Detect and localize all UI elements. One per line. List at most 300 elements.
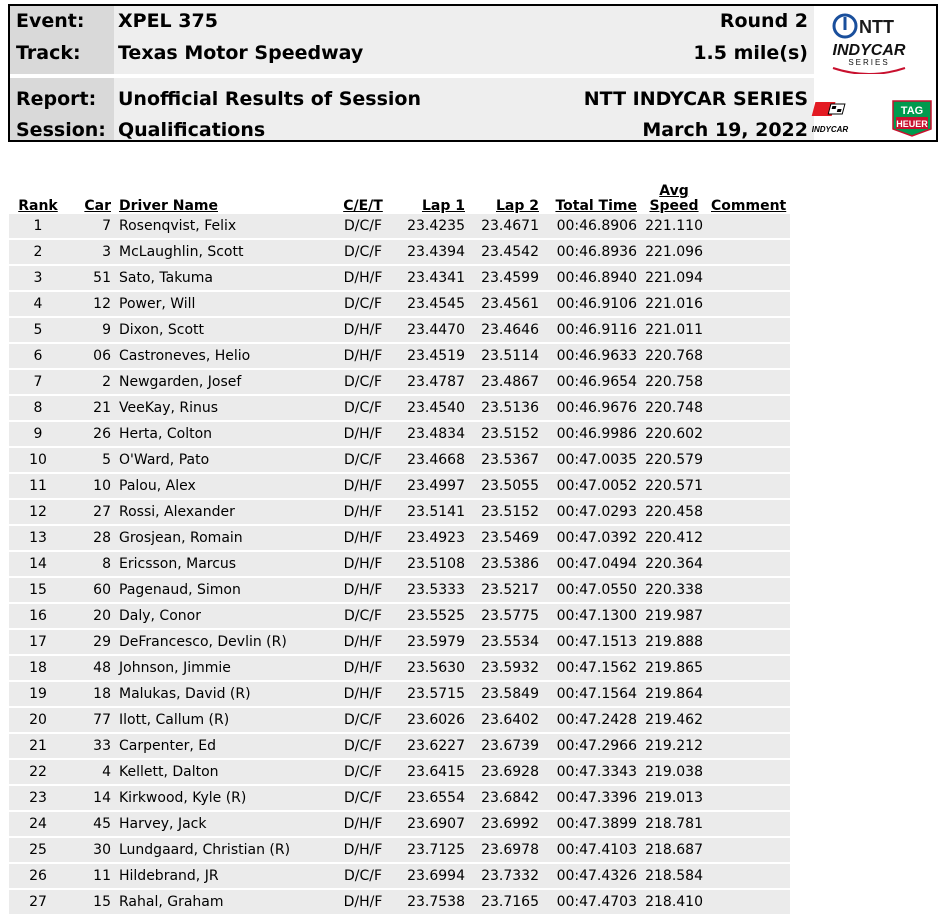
table-row [9,603,790,629]
cell-lap1: 23.4540 [395,395,469,421]
table-row [9,551,790,577]
cell-lap2: 23.4599 [469,265,543,291]
cell-avg-speed: 219.462 [641,707,707,733]
series-text: NTT INDYCAR SERIES [583,88,808,110]
header-divider [10,74,814,78]
cell-total-time: 00:47.0550 [543,577,641,603]
cell-avg-speed: 220.364 [641,551,707,577]
cell-comment [707,214,790,239]
indycar-flag-logo [806,100,860,136]
cell-avg-speed: 221.011 [641,317,707,343]
distance-text: 1.5 mile(s) [693,42,808,64]
cell-cet: D/H/F [331,473,395,499]
cell-rank: 14 [9,551,67,577]
cell-driver: Castroneves, Helio [115,343,331,369]
cell-cet: D/H/F [331,265,395,291]
cell-total-time: 00:46.9986 [543,421,641,447]
cell-cet: D/H/F [331,577,395,603]
cell-lap2: 23.5775 [469,603,543,629]
cell-car: 3 [67,239,115,265]
cell-cet: D/C/F [331,707,395,733]
cell-comment [707,291,790,317]
cell-total-time: 00:47.2966 [543,733,641,759]
cell-rank: 4 [9,291,67,317]
cell-driver: Malukas, David (R) [115,681,331,707]
table-row [9,473,790,499]
cell-driver: Herta, Colton [115,421,331,447]
cell-rank: 26 [9,863,67,889]
cell-rank: 1 [9,214,67,239]
cell-car: 30 [67,837,115,863]
col-header-avg-speed [641,178,707,214]
cell-comment [707,759,790,785]
cell-rank: 12 [9,499,67,525]
cell-cet: D/H/F [331,837,395,863]
cell-total-time: 00:46.8936 [543,239,641,265]
cell-avg-speed: 220.412 [641,525,707,551]
cell-lap2: 23.5217 [469,577,543,603]
cell-cet: D/H/F [331,551,395,577]
cell-rank: 15 [9,577,67,603]
cell-lap1: 23.5108 [395,551,469,577]
cell-cet: D/H/F [331,655,395,681]
cell-rank: 17 [9,629,67,655]
cell-comment [707,733,790,759]
cell-cet: D/C/F [331,447,395,473]
cell-total-time: 00:47.1564 [543,681,641,707]
table-row [9,759,790,785]
col-header-lap1: Lap 1 [421,198,465,214]
cell-lap1: 23.5525 [395,603,469,629]
cell-driver: Carpenter, Ed [115,733,331,759]
col-header-comment: Comment [711,198,787,214]
cell-avg-speed: 220.748 [641,395,707,421]
cell-total-time: 00:47.0392 [543,525,641,551]
cell-car: 5 [67,447,115,473]
cell-lap1: 23.4341 [395,265,469,291]
cell-rank: 7 [9,369,67,395]
cell-total-time: 00:47.0293 [543,499,641,525]
table-row [9,525,790,551]
cell-car: 12 [67,291,115,317]
cell-lap1: 23.6415 [395,759,469,785]
cell-total-time: 00:47.3899 [543,811,641,837]
cell-comment [707,681,790,707]
cell-driver: Lundgaard, Christian (R) [115,837,331,863]
cell-driver: Harvey, Jack [115,811,331,837]
col-header-total-time: Total Time [555,198,637,214]
cell-total-time: 00:47.3396 [543,785,641,811]
cell-total-time: 00:46.9676 [543,395,641,421]
cell-lap1: 23.5979 [395,629,469,655]
cell-lap2: 23.7165 [469,889,543,915]
cell-car: 15 [67,889,115,915]
table-row [9,837,790,863]
cell-lap1: 23.6026 [395,707,469,733]
date-text: March 19, 2022 [642,119,808,141]
cell-rank: 3 [9,265,67,291]
cell-lap1: 23.7538 [395,889,469,915]
cell-driver: Newgarden, Josef [115,369,331,395]
table-row [9,265,790,291]
cell-car: 77 [67,707,115,733]
cell-cet: D/C/F [331,214,395,239]
cell-driver: Pagenaud, Simon [115,577,331,603]
cell-cet: D/C/F [331,239,395,265]
event-value: XPEL 375 [118,10,218,32]
svg-text:INDYCAR: INDYCAR [832,42,906,59]
cell-cet: D/C/F [331,369,395,395]
table-row [9,889,790,915]
cell-rank: 10 [9,447,67,473]
table-row [9,214,790,239]
cell-rank: 2 [9,239,67,265]
cell-avg-speed: 219.865 [641,655,707,681]
cell-comment [707,473,790,499]
cell-lap2: 23.6842 [469,785,543,811]
cell-comment [707,239,790,265]
cell-cet: D/H/F [331,525,395,551]
cell-comment [707,655,790,681]
table-row [9,291,790,317]
cell-rank: 25 [9,837,67,863]
cell-avg-speed: 218.687 [641,837,707,863]
cell-driver: Power, Will [115,291,331,317]
cell-total-time: 00:47.1562 [543,655,641,681]
cell-driver: Rahal, Graham [115,889,331,915]
svg-text:TAG: TAG [900,105,924,117]
cell-lap1: 23.5630 [395,655,469,681]
track-label: Track: [16,42,81,64]
cell-rank: 5 [9,317,67,343]
cell-car: 27 [67,499,115,525]
cell-rank: 22 [9,759,67,785]
cell-lap1: 23.4787 [395,369,469,395]
cell-car: 60 [67,577,115,603]
cell-lap1: 23.4235 [395,214,469,239]
cell-lap1: 23.6554 [395,785,469,811]
cell-driver: Kirkwood, Kyle (R) [115,785,331,811]
cell-lap1: 23.4834 [395,421,469,447]
cell-comment [707,317,790,343]
tag-heuer-logo [891,99,933,137]
cell-car: 20 [67,603,115,629]
round-text: Round 2 [719,10,808,32]
cell-avg-speed: 220.579 [641,447,707,473]
speed-label: Speed [649,198,699,214]
cell-comment [707,395,790,421]
cell-lap2: 23.5114 [469,343,543,369]
cell-comment [707,447,790,473]
cell-avg-speed: 219.013 [641,785,707,811]
table-row [9,499,790,525]
table-row [9,707,790,733]
cell-avg-speed: 220.458 [641,499,707,525]
cell-rank: 16 [9,603,67,629]
cell-lap2: 23.5152 [469,499,543,525]
cell-comment [707,863,790,889]
cell-lap2: 23.4671 [469,214,543,239]
cell-lap2: 23.5469 [469,525,543,551]
session-label: Session: [16,119,106,141]
cell-lap1: 23.4545 [395,291,469,317]
cell-lap1: 23.4394 [395,239,469,265]
cell-car: 45 [67,811,115,837]
cell-driver: O'Ward, Pato [115,447,331,473]
table-header-row [9,178,790,214]
cell-driver: Rossi, Alexander [115,499,331,525]
cell-driver: McLaughlin, Scott [115,239,331,265]
report-value: Unofficial Results of Session [118,88,422,110]
cell-rank: 6 [9,343,67,369]
cell-lap1: 23.5141 [395,499,469,525]
table-row [9,421,790,447]
table-row [9,577,790,603]
cell-comment [707,889,790,915]
cell-lap2: 23.6928 [469,759,543,785]
cell-rank: 27 [9,889,67,915]
cell-total-time: 00:46.9654 [543,369,641,395]
cell-lap2: 23.5534 [469,629,543,655]
cell-lap2: 23.4867 [469,369,543,395]
cell-car: 26 [67,421,115,447]
cell-driver: VeeKay, Rinus [115,395,331,421]
cell-avg-speed: 218.410 [641,889,707,915]
cell-total-time: 00:47.0052 [543,473,641,499]
cell-avg-speed: 219.864 [641,681,707,707]
cell-lap2: 23.5386 [469,551,543,577]
cell-rank: 23 [9,785,67,811]
cell-comment [707,499,790,525]
cell-lap1: 23.4470 [395,317,469,343]
cell-lap2: 23.6402 [469,707,543,733]
cell-car: 29 [67,629,115,655]
table-row [9,629,790,655]
cell-car: 4 [67,759,115,785]
cell-rank: 21 [9,733,67,759]
cell-cet: D/H/F [331,681,395,707]
cell-total-time: 00:47.3343 [543,759,641,785]
table-row [9,239,790,265]
cell-lap1: 23.4997 [395,473,469,499]
cell-avg-speed: 221.110 [641,214,707,239]
cell-driver: Grosjean, Romain [115,525,331,551]
session-value: Qualifications [118,119,266,141]
cell-car: 8 [67,551,115,577]
cell-lap1: 23.4668 [395,447,469,473]
cell-total-time: 00:46.9633 [543,343,641,369]
cell-cet: D/H/F [331,889,395,915]
report-header [8,4,938,142]
cell-comment [707,421,790,447]
cell-driver: Sato, Takuma [115,265,331,291]
cell-avg-speed: 220.571 [641,473,707,499]
cell-lap1: 23.5715 [395,681,469,707]
cell-total-time: 00:47.2428 [543,707,641,733]
cell-lap2: 23.5932 [469,655,543,681]
ntt-indycar-series-logo [821,10,917,74]
cell-cet: D/C/F [331,395,395,421]
cell-avg-speed: 219.888 [641,629,707,655]
avg-label: Avg [659,183,689,199]
cell-cet: D/C/F [331,291,395,317]
svg-text:HEUER: HEUER [896,119,928,129]
cell-car: 9 [67,317,115,343]
cell-cet: D/H/F [331,629,395,655]
cell-driver: Hildebrand, JR [115,863,331,889]
track-value: Texas Motor Speedway [118,42,364,64]
table-row [9,395,790,421]
table-row [9,369,790,395]
cell-rank: 20 [9,707,67,733]
svg-text:SERIES: SERIES [848,58,890,67]
cell-lap1: 23.4519 [395,343,469,369]
cell-lap2: 23.5849 [469,681,543,707]
results-table [9,178,790,916]
cell-cet: D/C/F [331,603,395,629]
cell-cet: D/H/F [331,499,395,525]
cell-cet: D/H/F [331,811,395,837]
cell-total-time: 00:46.8940 [543,265,641,291]
cell-lap2: 23.4542 [469,239,543,265]
cell-total-time: 00:46.9106 [543,291,641,317]
cell-lap2: 23.6978 [469,837,543,863]
cell-car: 33 [67,733,115,759]
cell-lap1: 23.6227 [395,733,469,759]
table-row [9,785,790,811]
cell-comment [707,629,790,655]
cell-driver: DeFrancesco, Devlin (R) [115,629,331,655]
table-row [9,681,790,707]
cell-rank: 8 [9,395,67,421]
cell-car: 7 [67,214,115,239]
cell-rank: 13 [9,525,67,551]
cell-cet: D/C/F [331,863,395,889]
cell-lap1: 23.6994 [395,863,469,889]
cell-comment [707,343,790,369]
cell-car: 51 [67,265,115,291]
cell-lap2: 23.5136 [469,395,543,421]
cell-comment [707,265,790,291]
cell-lap2: 23.4561 [469,291,543,317]
cell-rank: 19 [9,681,67,707]
cell-lap2: 23.5055 [469,473,543,499]
cell-avg-speed: 220.758 [641,369,707,395]
cell-total-time: 00:47.1300 [543,603,641,629]
cell-lap2: 23.4646 [469,317,543,343]
cell-lap1: 23.4923 [395,525,469,551]
cell-total-time: 00:47.4703 [543,889,641,915]
table-row [9,317,790,343]
cell-lap2: 23.6739 [469,733,543,759]
table-row [9,655,790,681]
cell-cet: D/H/F [331,317,395,343]
cell-cet: D/C/F [331,785,395,811]
cell-car: 48 [67,655,115,681]
col-header-cet: C/E/T [343,198,383,214]
cell-comment [707,525,790,551]
cell-total-time: 00:46.9116 [543,317,641,343]
cell-comment [707,577,790,603]
cell-avg-speed: 219.038 [641,759,707,785]
cell-car: 10 [67,473,115,499]
cell-driver: Ilott, Callum (R) [115,707,331,733]
cell-comment [707,369,790,395]
cell-avg-speed: 221.096 [641,239,707,265]
cell-total-time: 00:47.0035 [543,447,641,473]
table-row [9,447,790,473]
cell-avg-speed: 219.987 [641,603,707,629]
cell-avg-speed: 218.584 [641,863,707,889]
cell-comment [707,707,790,733]
cell-car: 2 [67,369,115,395]
cell-total-time: 00:46.8906 [543,214,641,239]
col-header-driver: Driver Name [119,198,218,214]
cell-rank: 18 [9,655,67,681]
col-header-lap2: Lap 2 [495,198,539,214]
cell-total-time: 00:47.0494 [543,551,641,577]
cell-cet: D/C/F [331,759,395,785]
cell-avg-speed: 220.768 [641,343,707,369]
report-label: Report: [16,88,97,110]
table-row [9,863,790,889]
col-header-car: Car [84,198,111,214]
cell-avg-speed: 218.781 [641,811,707,837]
cell-rank: 11 [9,473,67,499]
cell-lap1: 23.5333 [395,577,469,603]
event-label: Event: [16,10,85,32]
cell-cet: D/H/F [331,421,395,447]
cell-car: 21 [67,395,115,421]
cell-avg-speed: 219.212 [641,733,707,759]
table-row [9,733,790,759]
cell-driver: Rosenqvist, Felix [115,214,331,239]
table-row [9,811,790,837]
cell-comment [707,837,790,863]
table-row [9,343,790,369]
cell-driver: Palou, Alex [115,473,331,499]
cell-lap2: 23.6992 [469,811,543,837]
cell-total-time: 00:47.4326 [543,863,641,889]
cell-total-time: 00:47.1513 [543,629,641,655]
cell-lap1: 23.7125 [395,837,469,863]
cell-driver: Ericsson, Marcus [115,551,331,577]
cell-avg-speed: 220.338 [641,577,707,603]
cell-comment [707,551,790,577]
cell-rank: 24 [9,811,67,837]
cell-comment [707,785,790,811]
cell-driver: Kellett, Dalton [115,759,331,785]
svg-text:INDYCAR: INDYCAR [811,125,849,134]
col-header-rank: Rank [18,198,58,214]
cell-driver: Daly, Conor [115,603,331,629]
cell-total-time: 00:47.4103 [543,837,641,863]
cell-lap2: 23.5152 [469,421,543,447]
cell-rank: 9 [9,421,67,447]
cell-lap2: 23.7332 [469,863,543,889]
cell-driver: Dixon, Scott [115,317,331,343]
cell-lap2: 23.5367 [469,447,543,473]
cell-avg-speed: 221.016 [641,291,707,317]
cell-driver: Johnson, Jimmie [115,655,331,681]
cell-cet: D/C/F [331,733,395,759]
svg-text:NTT: NTT [859,17,894,37]
cell-cet: D/H/F [331,343,395,369]
cell-avg-speed: 221.094 [641,265,707,291]
cell-comment [707,603,790,629]
cell-car: 06 [67,343,115,369]
cell-car: 28 [67,525,115,551]
